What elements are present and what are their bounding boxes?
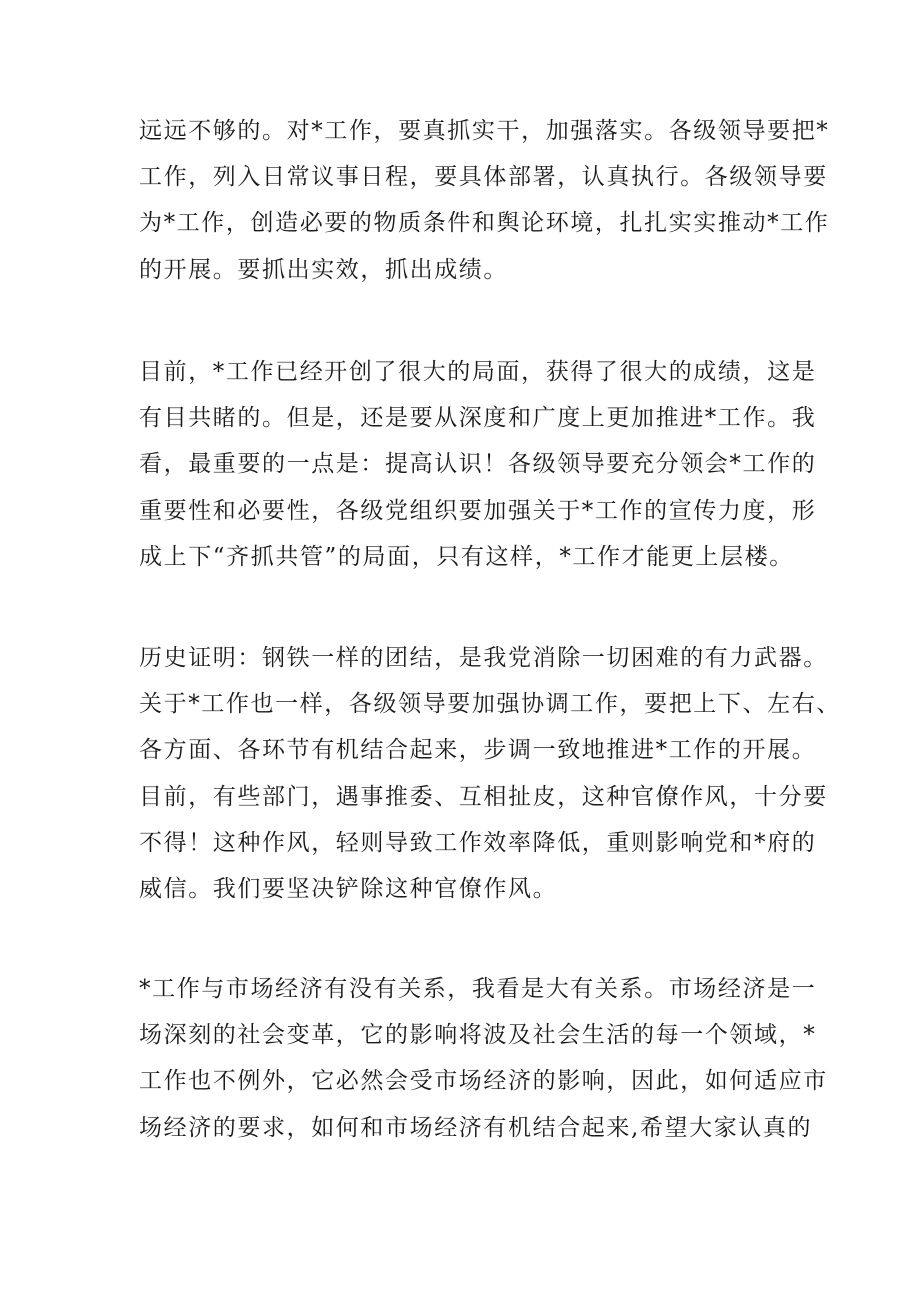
text-line: *工作与市场经济有没有关系，我看是大有关系。市场经济是一: [139, 976, 817, 1002]
text-line: 场经济的要求，如何和市场经济有机结合起来,希望大家认真的: [139, 1114, 813, 1141]
text-line: 成上下“齐抓共管”的局面，只有这样，*工作才能更上层楼。: [139, 543, 794, 570]
text-line: 关于*工作也一样，各级领导要加强协调工作，要把上下、左右、: [139, 691, 841, 718]
text-line: 工作，列入日常议事日程，要具体部署，认真执行。各级领导要: [139, 164, 828, 191]
text-line: 为*工作，创造必要的物质条件和舆论环境，扎扎实实推动*工作: [139, 210, 830, 237]
text-line: 重要性和必要性，各级党组织要加强关于*工作的宣传力度，形: [139, 497, 817, 524]
text-line: 威信。我们要坚决铲除这种官僚作风。: [139, 875, 558, 902]
text-line: 有目共睹的。但是，还是要从深度和广度上更加推进*工作。我: [139, 405, 817, 432]
text-line: 不得！这种作风，轻则导致工作效率降低，重则影响党和*府的: [139, 829, 817, 856]
paragraph-3: [139, 635, 841, 912]
paragraph-4: [139, 966, 828, 1151]
text-line: 目前，*工作已经开创了很大的局面，获得了很大的成绩，这是: [139, 359, 817, 385]
text-line: 工作也不例外，它必然会受市场经济的影响，因此，如何适应市: [139, 1068, 828, 1095]
text-line: 历史证明：钢铁一样的团结，是我党消除一切困难的有力武器。: [139, 645, 828, 671]
text-line: 目前，有些部门，遇事推委、互相扯皮，这种官僚作风，十分要: [139, 783, 828, 810]
text-line: 场深刻的社会变革，它的影响将波及社会生活的每一个领域，*: [139, 1022, 817, 1049]
text-line: 看，最重要的一点是：提高认识！各级领导要充分领会*工作的: [139, 451, 817, 478]
text-line: 远远不够的。对*工作，要真抓实干，加强落实。各级领导要把*: [139, 118, 830, 144]
text-line: 各方面、各环节有机结合起来，步调一致地推进*工作的开展。: [139, 737, 817, 764]
paragraph-2: [139, 349, 817, 580]
text-line: 的开展。要抓出实效，抓出成绩。: [139, 256, 508, 283]
paragraph-1: [139, 108, 830, 293]
